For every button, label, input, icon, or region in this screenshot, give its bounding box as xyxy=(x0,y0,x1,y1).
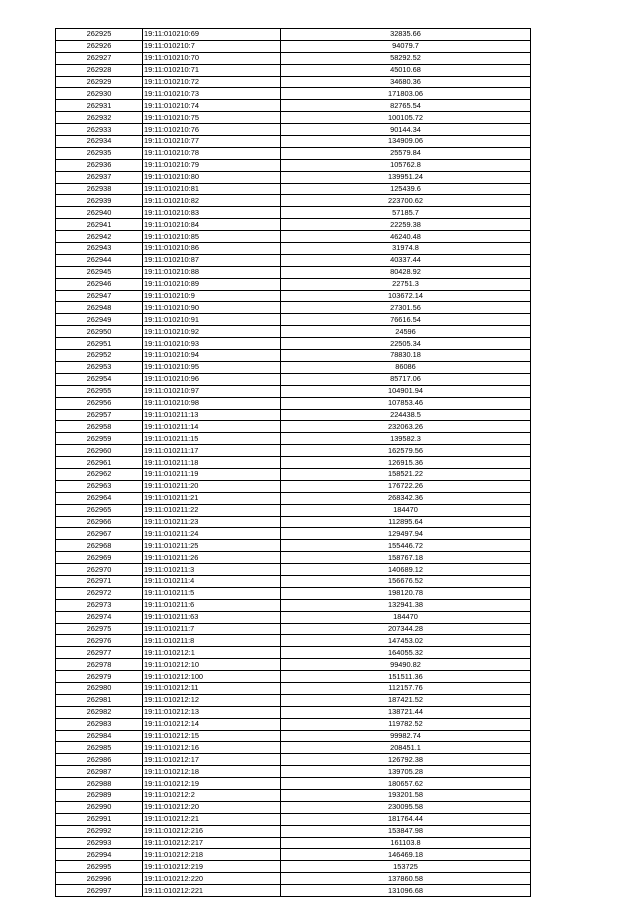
amount-cell: 147453.02 xyxy=(281,635,531,647)
amount-cell: 78830.18 xyxy=(281,350,531,362)
row-number-cell: 262967 xyxy=(56,528,143,540)
amount-cell: 156676.52 xyxy=(281,575,531,587)
amount-cell: 193201.58 xyxy=(281,790,531,802)
cadastral-number-cell: 19:11:010212:19 xyxy=(143,778,281,790)
table-row xyxy=(56,706,531,718)
row-number-cell: 262931 xyxy=(56,100,143,112)
table-row xyxy=(56,599,531,611)
table-row xyxy=(56,837,531,849)
amount-cell: 140689.12 xyxy=(281,564,531,576)
row-number-cell: 262942 xyxy=(56,231,143,243)
cadastral-number-cell: 19:11:010210:94 xyxy=(143,350,281,362)
row-number-cell: 262989 xyxy=(56,790,143,802)
row-number-cell: 262986 xyxy=(56,754,143,766)
table-row xyxy=(56,468,531,480)
row-number-cell: 262976 xyxy=(56,635,143,647)
amount-cell: 119782.52 xyxy=(281,718,531,730)
row-number-cell: 262982 xyxy=(56,706,143,718)
cadastral-number-cell: 19:11:010211:7 xyxy=(143,623,281,635)
amount-cell: 76616.54 xyxy=(281,314,531,326)
cadastral-number-cell: 19:11:010210:74 xyxy=(143,100,281,112)
table-row xyxy=(56,338,531,350)
table-row xyxy=(56,183,531,195)
amount-cell: 45010.68 xyxy=(281,64,531,76)
amount-cell: 230095.58 xyxy=(281,801,531,813)
cadastral-number-cell: 19:11:010211:26 xyxy=(143,552,281,564)
cadastral-number-cell: 19:11:010210:9 xyxy=(143,290,281,302)
amount-cell: 125439.6 xyxy=(281,183,531,195)
table-row xyxy=(56,849,531,861)
amount-cell: 94079.7 xyxy=(281,40,531,52)
table-row xyxy=(56,730,531,742)
table-row xyxy=(56,480,531,492)
row-number-cell: 262991 xyxy=(56,813,143,825)
cadastral-number-cell: 19:11:010210:89 xyxy=(143,278,281,290)
row-number-cell: 262977 xyxy=(56,647,143,659)
row-number-cell: 262981 xyxy=(56,694,143,706)
table-row xyxy=(56,29,531,41)
cadastral-number-cell: 19:11:010211:22 xyxy=(143,504,281,516)
cadastral-number-cell: 19:11:010210:93 xyxy=(143,338,281,350)
cadastral-number-cell: 19:11:010211:15 xyxy=(143,433,281,445)
table-row xyxy=(56,52,531,64)
amount-cell: 153847.98 xyxy=(281,825,531,837)
table-row xyxy=(56,159,531,171)
table-row xyxy=(56,623,531,635)
table-row xyxy=(56,421,531,433)
cadastral-number-cell: 19:11:010210:73 xyxy=(143,88,281,100)
table-row xyxy=(56,136,531,148)
cadastral-number-cell: 19:11:010212:219 xyxy=(143,861,281,873)
table-row xyxy=(56,540,531,552)
row-number-cell: 262974 xyxy=(56,611,143,623)
table-row xyxy=(56,254,531,266)
table-row xyxy=(56,528,531,540)
row-number-cell: 262965 xyxy=(56,504,143,516)
row-number-cell: 262963 xyxy=(56,480,143,492)
amount-cell: 22751.3 xyxy=(281,278,531,290)
table-row xyxy=(56,195,531,207)
row-number-cell: 262973 xyxy=(56,599,143,611)
row-number-cell: 262994 xyxy=(56,849,143,861)
cadastral-number-cell: 19:11:010212:10 xyxy=(143,659,281,671)
row-number-cell: 262950 xyxy=(56,326,143,338)
amount-cell: 85717.06 xyxy=(281,373,531,385)
row-number-cell: 262969 xyxy=(56,552,143,564)
amount-cell: 184470 xyxy=(281,504,531,516)
row-number-cell: 262993 xyxy=(56,837,143,849)
cadastral-number-cell: 19:11:010211:13 xyxy=(143,409,281,421)
amount-cell: 198120.78 xyxy=(281,587,531,599)
table-row xyxy=(56,314,531,326)
cadastral-number-cell: 19:11:010211:63 xyxy=(143,611,281,623)
amount-cell: 138721.44 xyxy=(281,706,531,718)
row-number-cell: 262970 xyxy=(56,564,143,576)
table-row xyxy=(56,64,531,76)
table-row xyxy=(56,302,531,314)
cadastral-number-cell: 19:11:010211:24 xyxy=(143,528,281,540)
row-number-cell: 262997 xyxy=(56,885,143,897)
table-row xyxy=(56,742,531,754)
cadastral-number-cell: 19:11:010210:77 xyxy=(143,136,281,148)
table-row xyxy=(56,694,531,706)
amount-cell: 86086 xyxy=(281,361,531,373)
cadastral-number-cell: 19:11:010210:7 xyxy=(143,40,281,52)
cadastral-number-cell: 19:11:010210:85 xyxy=(143,231,281,243)
amount-cell: 207344.28 xyxy=(281,623,531,635)
cadastral-number-cell: 19:11:010210:76 xyxy=(143,124,281,136)
table-row xyxy=(56,397,531,409)
table-row xyxy=(56,350,531,362)
table-row xyxy=(56,361,531,373)
row-number-cell: 262949 xyxy=(56,314,143,326)
cadastral-number-cell: 19:11:010210:71 xyxy=(143,64,281,76)
row-number-cell: 262990 xyxy=(56,801,143,813)
amount-cell: 176722.26 xyxy=(281,480,531,492)
cadastral-number-cell: 19:11:010210:92 xyxy=(143,326,281,338)
cadastral-number-cell: 19:11:010211:20 xyxy=(143,480,281,492)
amount-cell: 181764.44 xyxy=(281,813,531,825)
cadastral-number-cell: 19:11:010210:95 xyxy=(143,361,281,373)
cadastral-number-cell: 19:11:010212:17 xyxy=(143,754,281,766)
amount-cell: 184470 xyxy=(281,611,531,623)
amount-cell: 139582.3 xyxy=(281,433,531,445)
cadastral-number-cell: 19:11:010212:100 xyxy=(143,671,281,683)
amount-cell: 112895.64 xyxy=(281,516,531,528)
amount-cell: 137860.58 xyxy=(281,873,531,885)
cadastral-number-cell: 19:11:010211:17 xyxy=(143,445,281,457)
cadastral-number-cell: 19:11:010210:88 xyxy=(143,266,281,278)
amount-cell: 232063.26 xyxy=(281,421,531,433)
row-number-cell: 262930 xyxy=(56,88,143,100)
amount-cell: 171803.06 xyxy=(281,88,531,100)
amount-cell: 34680.36 xyxy=(281,76,531,88)
cadastral-number-cell: 19:11:010211:8 xyxy=(143,635,281,647)
row-number-cell: 262988 xyxy=(56,778,143,790)
amount-cell: 268342.36 xyxy=(281,492,531,504)
amount-cell: 112157.76 xyxy=(281,682,531,694)
row-number-cell: 262995 xyxy=(56,861,143,873)
row-number-cell: 262978 xyxy=(56,659,143,671)
row-number-cell: 262951 xyxy=(56,338,143,350)
table-row xyxy=(56,231,531,243)
amount-cell: 146469.18 xyxy=(281,849,531,861)
row-number-cell: 262972 xyxy=(56,587,143,599)
table-row xyxy=(56,861,531,873)
cadastral-number-cell: 19:11:010210:86 xyxy=(143,243,281,255)
amount-cell: 180657.62 xyxy=(281,778,531,790)
row-number-cell: 262955 xyxy=(56,385,143,397)
row-number-cell: 262960 xyxy=(56,445,143,457)
row-number-cell: 262985 xyxy=(56,742,143,754)
table-row xyxy=(56,207,531,219)
row-number-cell: 262979 xyxy=(56,671,143,683)
row-number-cell: 262987 xyxy=(56,766,143,778)
table-row xyxy=(56,516,531,528)
cadastral-number-cell: 19:11:010210:97 xyxy=(143,385,281,397)
amount-cell: 164055.32 xyxy=(281,647,531,659)
row-number-cell: 262929 xyxy=(56,76,143,88)
amount-cell: 27301.56 xyxy=(281,302,531,314)
table-row xyxy=(56,278,531,290)
table-row xyxy=(56,243,531,255)
row-number-cell: 262945 xyxy=(56,266,143,278)
row-number-cell: 262943 xyxy=(56,243,143,255)
amount-cell: 151511.36 xyxy=(281,671,531,683)
cadastral-number-cell: 19:11:010210:91 xyxy=(143,314,281,326)
amount-cell: 57185.7 xyxy=(281,207,531,219)
table-row xyxy=(56,659,531,671)
cadastral-number-cell: 19:11:010211:23 xyxy=(143,516,281,528)
row-number-cell: 262956 xyxy=(56,397,143,409)
amount-cell: 224438.5 xyxy=(281,409,531,421)
table-row xyxy=(56,373,531,385)
row-number-cell: 262937 xyxy=(56,171,143,183)
amount-cell: 132941.38 xyxy=(281,599,531,611)
cadastral-number-cell: 19:11:010211:21 xyxy=(143,492,281,504)
cadastral-number-cell: 19:11:010211:25 xyxy=(143,540,281,552)
amount-cell: 162579.56 xyxy=(281,445,531,457)
row-number-cell: 262948 xyxy=(56,302,143,314)
row-number-cell: 262946 xyxy=(56,278,143,290)
cadastral-number-cell: 19:11:010210:75 xyxy=(143,112,281,124)
cadastral-number-cell: 19:11:010212:1 xyxy=(143,647,281,659)
cadastral-number-cell: 19:11:010212:18 xyxy=(143,766,281,778)
amount-cell: 46240.48 xyxy=(281,231,531,243)
amount-cell: 82765.54 xyxy=(281,100,531,112)
row-number-cell: 262932 xyxy=(56,112,143,124)
amount-cell: 139705.28 xyxy=(281,766,531,778)
cadastral-number-cell: 19:11:010210:78 xyxy=(143,147,281,159)
cadastral-number-cell: 19:11:010211:4 xyxy=(143,575,281,587)
table-row xyxy=(56,100,531,112)
amount-cell: 158521.22 xyxy=(281,468,531,480)
amount-cell: 139951.24 xyxy=(281,171,531,183)
row-number-cell: 262940 xyxy=(56,207,143,219)
table-row xyxy=(56,575,531,587)
table-row xyxy=(56,40,531,52)
amount-cell: 32835.66 xyxy=(281,29,531,41)
amount-cell: 99490.82 xyxy=(281,659,531,671)
amount-cell: 31974.8 xyxy=(281,243,531,255)
row-number-cell: 262957 xyxy=(56,409,143,421)
table-row xyxy=(56,171,531,183)
row-number-cell: 262968 xyxy=(56,540,143,552)
amount-cell: 80428.92 xyxy=(281,266,531,278)
table-row xyxy=(56,445,531,457)
cadastral-number-cell: 19:11:010212:221 xyxy=(143,885,281,897)
row-number-cell: 262964 xyxy=(56,492,143,504)
row-number-cell: 262959 xyxy=(56,433,143,445)
amount-cell: 126915.36 xyxy=(281,457,531,469)
row-number-cell: 262975 xyxy=(56,623,143,635)
table-row xyxy=(56,682,531,694)
amount-cell: 158767.18 xyxy=(281,552,531,564)
amount-cell: 58292.52 xyxy=(281,52,531,64)
table-row xyxy=(56,219,531,231)
table-row xyxy=(56,635,531,647)
table-row xyxy=(56,76,531,88)
row-number-cell: 262992 xyxy=(56,825,143,837)
cadastral-number-cell: 19:11:010211:14 xyxy=(143,421,281,433)
row-number-cell: 262941 xyxy=(56,219,143,231)
table-row xyxy=(56,504,531,516)
cadastral-number-cell: 19:11:010212:217 xyxy=(143,837,281,849)
row-number-cell: 262944 xyxy=(56,254,143,266)
cadastral-number-cell: 19:11:010212:216 xyxy=(143,825,281,837)
amount-cell: 208451.1 xyxy=(281,742,531,754)
table-row xyxy=(56,718,531,730)
row-number-cell: 262996 xyxy=(56,873,143,885)
cadastral-number-cell: 19:11:010212:14 xyxy=(143,718,281,730)
cadastral-number-cell: 19:11:010211:6 xyxy=(143,599,281,611)
table-body xyxy=(56,29,531,897)
cadastral-number-cell: 19:11:010210:96 xyxy=(143,373,281,385)
table-row xyxy=(56,492,531,504)
amount-cell: 24596 xyxy=(281,326,531,338)
cadastral-number-cell: 19:11:010210:80 xyxy=(143,171,281,183)
amount-cell: 153725 xyxy=(281,861,531,873)
amount-cell: 40337.44 xyxy=(281,254,531,266)
amount-cell: 107853.46 xyxy=(281,397,531,409)
amount-cell: 25579.84 xyxy=(281,147,531,159)
row-number-cell: 262935 xyxy=(56,147,143,159)
row-number-cell: 262939 xyxy=(56,195,143,207)
cadastral-number-cell: 19:11:010210:69 xyxy=(143,29,281,41)
cadastral-number-cell: 19:11:010212:15 xyxy=(143,730,281,742)
table-row xyxy=(56,552,531,564)
table-row xyxy=(56,790,531,802)
row-number-cell: 262971 xyxy=(56,575,143,587)
table-row xyxy=(56,778,531,790)
table-row xyxy=(56,457,531,469)
table-row xyxy=(56,112,531,124)
cadastral-number-cell: 19:11:010212:11 xyxy=(143,682,281,694)
row-number-cell: 262934 xyxy=(56,136,143,148)
data-table xyxy=(55,28,531,897)
amount-cell: 90144.34 xyxy=(281,124,531,136)
amount-cell: 100105.72 xyxy=(281,112,531,124)
table-row xyxy=(56,766,531,778)
amount-cell: 129497.94 xyxy=(281,528,531,540)
table-row xyxy=(56,564,531,576)
row-number-cell: 262954 xyxy=(56,373,143,385)
amount-cell: 223700.62 xyxy=(281,195,531,207)
table-row xyxy=(56,801,531,813)
cadastral-number-cell: 19:11:010212:21 xyxy=(143,813,281,825)
document-page xyxy=(55,28,531,897)
cadastral-number-cell: 19:11:010212:13 xyxy=(143,706,281,718)
row-number-cell: 262936 xyxy=(56,159,143,171)
table-row xyxy=(56,124,531,136)
amount-cell: 134909.06 xyxy=(281,136,531,148)
cadastral-number-cell: 19:11:010210:90 xyxy=(143,302,281,314)
row-number-cell: 262958 xyxy=(56,421,143,433)
cadastral-number-cell: 19:11:010211:5 xyxy=(143,587,281,599)
table-row xyxy=(56,587,531,599)
cadastral-number-cell: 19:11:010210:98 xyxy=(143,397,281,409)
cadastral-number-cell: 19:11:010210:84 xyxy=(143,219,281,231)
table-row xyxy=(56,409,531,421)
cadastral-number-cell: 19:11:010212:20 xyxy=(143,801,281,813)
amount-cell: 131096.68 xyxy=(281,885,531,897)
row-number-cell: 262953 xyxy=(56,361,143,373)
cadastral-number-cell: 19:11:010211:3 xyxy=(143,564,281,576)
row-number-cell: 262927 xyxy=(56,52,143,64)
amount-cell: 155446.72 xyxy=(281,540,531,552)
row-number-cell: 262966 xyxy=(56,516,143,528)
row-number-cell: 262952 xyxy=(56,350,143,362)
table-row xyxy=(56,433,531,445)
table-row xyxy=(56,813,531,825)
table-row xyxy=(56,825,531,837)
amount-cell: 22505.34 xyxy=(281,338,531,350)
table-row xyxy=(56,754,531,766)
amount-cell: 22259.38 xyxy=(281,219,531,231)
cadastral-number-cell: 19:11:010212:12 xyxy=(143,694,281,706)
cadastral-number-cell: 19:11:010212:2 xyxy=(143,790,281,802)
table-row xyxy=(56,611,531,623)
row-number-cell: 262928 xyxy=(56,64,143,76)
row-number-cell: 262983 xyxy=(56,718,143,730)
row-number-cell: 262933 xyxy=(56,124,143,136)
row-number-cell: 262984 xyxy=(56,730,143,742)
cadastral-number-cell: 19:11:010211:19 xyxy=(143,468,281,480)
row-number-cell: 262962 xyxy=(56,468,143,480)
cadastral-number-cell: 19:11:010211:18 xyxy=(143,457,281,469)
cadastral-number-cell: 19:11:010212:220 xyxy=(143,873,281,885)
cadastral-number-cell: 19:11:010210:87 xyxy=(143,254,281,266)
row-number-cell: 262938 xyxy=(56,183,143,195)
amount-cell: 99982.74 xyxy=(281,730,531,742)
table-row xyxy=(56,88,531,100)
row-number-cell: 262980 xyxy=(56,682,143,694)
table-row xyxy=(56,873,531,885)
amount-cell: 104901.94 xyxy=(281,385,531,397)
amount-cell: 103672.14 xyxy=(281,290,531,302)
cadastral-number-cell: 19:11:010210:81 xyxy=(143,183,281,195)
table-row xyxy=(56,326,531,338)
row-number-cell: 262925 xyxy=(56,29,143,41)
table-row xyxy=(56,290,531,302)
amount-cell: 161103.8 xyxy=(281,837,531,849)
table-row xyxy=(56,147,531,159)
table-row xyxy=(56,647,531,659)
amount-cell: 105762.8 xyxy=(281,159,531,171)
table-row xyxy=(56,385,531,397)
cadastral-number-cell: 19:11:010210:79 xyxy=(143,159,281,171)
table-row xyxy=(56,671,531,683)
cadastral-number-cell: 19:11:010210:83 xyxy=(143,207,281,219)
row-number-cell: 262926 xyxy=(56,40,143,52)
cadastral-number-cell: 19:11:010210:70 xyxy=(143,52,281,64)
row-number-cell: 262961 xyxy=(56,457,143,469)
amount-cell: 187421.52 xyxy=(281,694,531,706)
cadastral-number-cell: 19:11:010212:218 xyxy=(143,849,281,861)
cadastral-number-cell: 19:11:010212:16 xyxy=(143,742,281,754)
cadastral-number-cell: 19:11:010210:72 xyxy=(143,76,281,88)
table-row xyxy=(56,266,531,278)
table-row xyxy=(56,885,531,897)
row-number-cell: 262947 xyxy=(56,290,143,302)
amount-cell: 126792.38 xyxy=(281,754,531,766)
cadastral-number-cell: 19:11:010210:82 xyxy=(143,195,281,207)
